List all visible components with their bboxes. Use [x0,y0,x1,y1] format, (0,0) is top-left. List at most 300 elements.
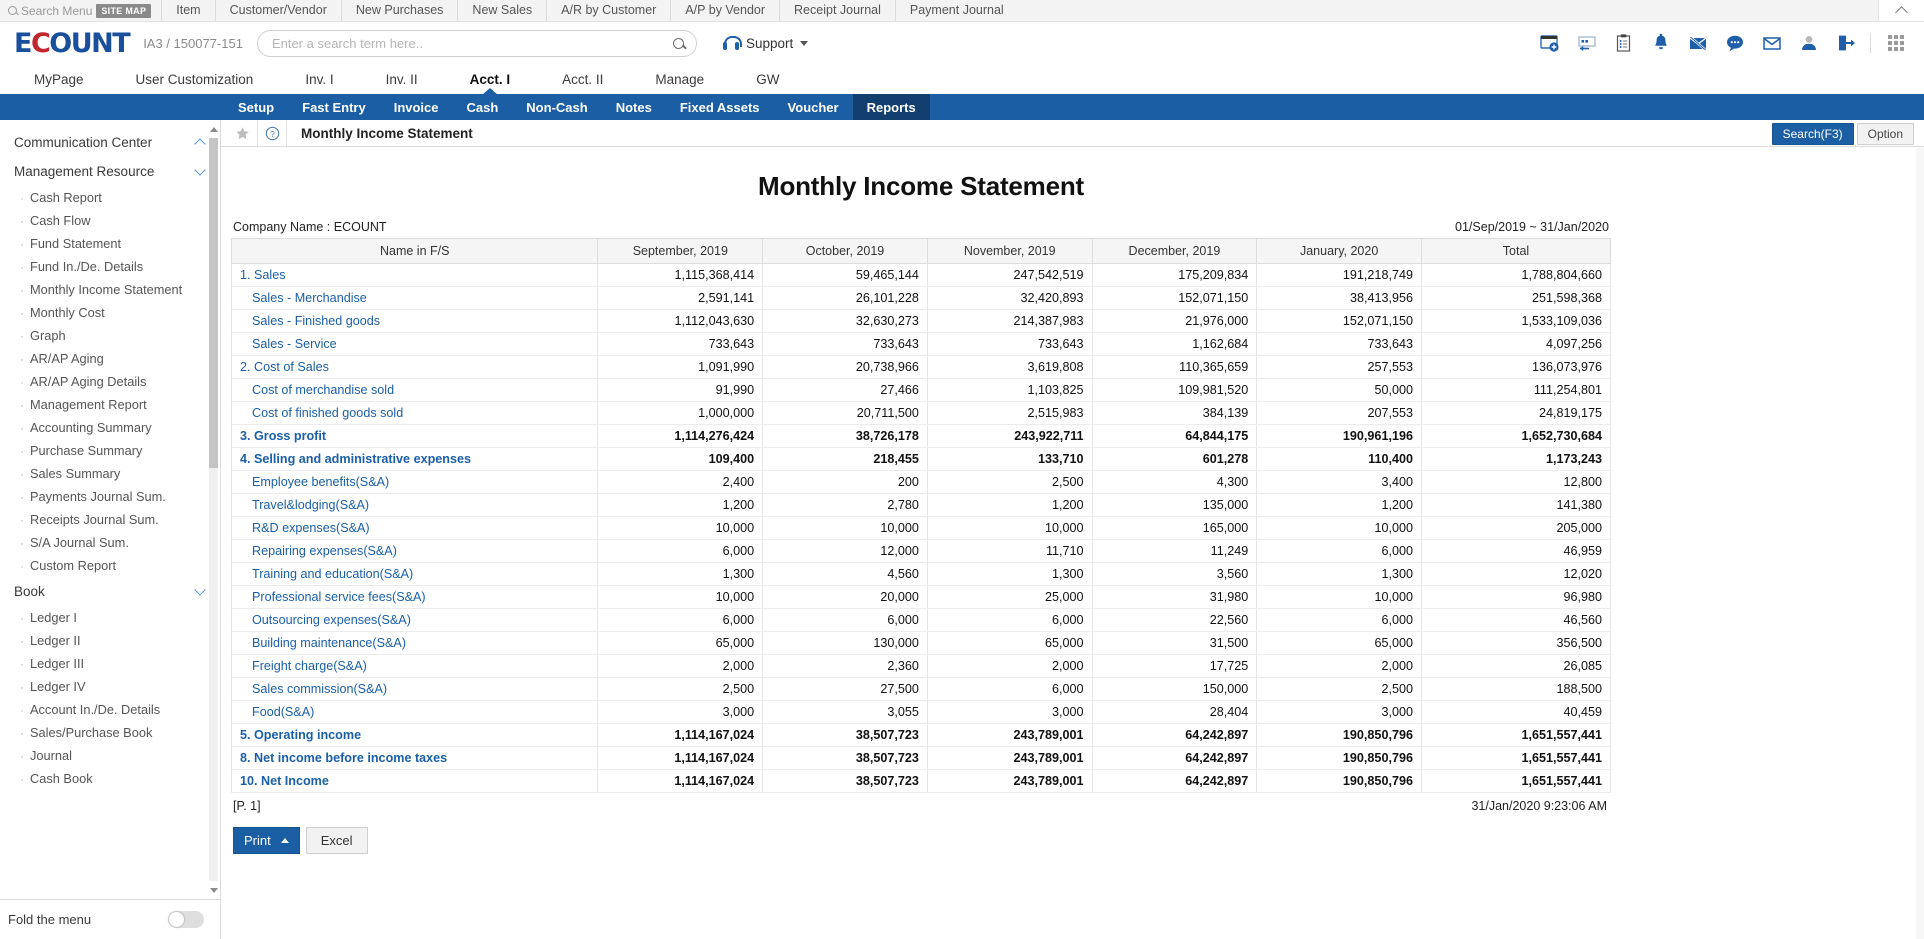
cell-value-0: 1,114,167,024 [598,770,763,793]
sidebar-item-ar-ap-aging[interactable] [0,347,220,370]
table-row[interactable] [232,724,1611,747]
fold-menu-toggle[interactable] [168,911,204,928]
report-footer [231,793,1611,813]
sub-nav-bar [0,94,1924,120]
table-row[interactable] [232,586,1611,609]
row-label[interactable]: Cost of finished goods sold [232,402,598,425]
broken-mail-icon[interactable] [1679,22,1716,64]
cell-value-0: 1,114,276,424 [598,425,763,448]
cell-value-4: 3,400 [1257,471,1422,494]
sidebar-item-graph[interactable] [0,324,220,347]
table-row[interactable] [232,770,1611,793]
cell-value-4: 10,000 [1257,586,1422,609]
cell-value-3: 22,560 [1092,609,1257,632]
cell-value-3: 1,162,684 [1092,333,1257,356]
cell-value-5: 1,173,243 [1421,448,1610,471]
favorite-star-icon[interactable] [227,126,257,141]
cell-value-0: 1,114,167,024 [598,747,763,770]
sidebar-item-label: Receipts Journal Sum. [30,511,159,527]
cell-value-0: 109,400 [598,448,763,471]
row-label[interactable]: Employee benefits(S&A) [232,471,598,494]
cell-value-4: 1,200 [1257,494,1422,517]
bell-icon[interactable] [1642,22,1679,64]
quick-link-customer-vendor[interactable]: Customer/Vendor [215,0,341,21]
row-label[interactable]: Training and education(S&A) [232,563,598,586]
table-header-row [232,239,1611,264]
chevron-down-icon [194,584,205,595]
bullet-icon: · [20,259,24,274]
sidebar-scroll-region [0,120,220,899]
sidebar-group-communication-center[interactable] [0,128,220,157]
bullet-icon: · [20,328,24,343]
cell-value-2: 3,619,808 [927,356,1092,379]
cell-value-5: 136,073,976 [1421,356,1610,379]
sidebar-item-sales-purchase-book[interactable] [0,721,220,744]
support-label: Support [745,35,794,51]
row-label[interactable]: Repairing expenses(S&A) [232,540,598,563]
cell-value-1: 20,738,966 [763,356,928,379]
subnav-invoice[interactable]: Invoice [393,99,439,115]
cell-value-5: 1,788,804,660 [1421,264,1610,287]
cell-value-3: 175,209,834 [1092,264,1257,287]
bullet-icon: · [20,374,24,389]
tab-inv-ii[interactable]: Inv. II [385,71,418,87]
bullet-icon: · [20,236,24,251]
table-row[interactable] [232,333,1611,356]
cell-value-1: 4,560 [763,563,928,586]
cell-value-4: 2,000 [1257,655,1422,678]
sidebar-item-label: Custom Report [30,557,117,573]
sidebar-item-monthly-cost[interactable] [0,301,220,324]
sidebar-item-monthly-income-statement[interactable] [0,278,220,301]
cell-value-1: 130,000 [763,632,928,655]
scroll-up-arrow[interactable] [209,124,218,134]
subnav-setup[interactable]: Setup [238,99,275,115]
row-label[interactable]: Food(S&A) [232,701,598,724]
table-row[interactable] [232,356,1611,379]
sidebar-item-sales-summary[interactable] [0,462,220,485]
sidebar-item-label: Ledger IV [30,678,86,694]
help-icon[interactable] [257,120,287,146]
column-header-2: October, 2019 [763,239,928,264]
cell-value-2: 25,000 [927,586,1092,609]
row-label[interactable]: 2. Cost of Sales [232,356,598,379]
sidebar-item-label: S/A Journal Sum. [30,534,129,550]
cell-value-1: 218,455 [763,448,928,471]
cell-value-5: 46,959 [1421,540,1610,563]
bullet-icon: · [20,558,24,573]
row-label[interactable]: Sales commission(S&A) [232,678,598,701]
sidebar-item-label: Monthly Cost [30,304,105,320]
cell-value-3: 31,500 [1092,632,1257,655]
cell-value-2: 733,643 [927,333,1092,356]
bullet-icon: · [20,420,24,435]
cell-value-2: 1,103,825 [927,379,1092,402]
cell-value-3: 17,725 [1092,655,1257,678]
divider [1870,33,1871,53]
cell-value-3: 384,139 [1092,402,1257,425]
cell-value-2: 243,789,001 [927,770,1092,793]
tab-inv-i[interactable]: Inv. I [305,71,334,87]
report-document [231,171,1611,854]
cell-value-3: 601,278 [1092,448,1257,471]
cell-value-2: 243,789,001 [927,747,1092,770]
cell-value-1: 27,500 [763,678,928,701]
table-row[interactable] [232,678,1611,701]
cell-value-1: 6,000 [763,609,928,632]
cell-value-0: 10,000 [598,517,763,540]
subnav-voucher[interactable]: Voucher [787,99,839,115]
fold-menu-row[interactable] [0,899,220,939]
scrollbar-thumb[interactable] [209,138,218,468]
sidebar-item-label: Payments Journal Sum. [30,488,166,504]
cell-value-1: 59,465,144 [763,264,928,287]
sidebar-group-label: Communication Center [14,135,153,150]
user-icon[interactable] [1790,22,1827,64]
table-row[interactable] [232,747,1611,770]
cell-value-5: 205,000 [1421,517,1610,540]
column-header-1: September, 2019 [598,239,763,264]
sidebar-item-ar-ap-aging-details[interactable] [0,370,220,393]
page-label: [P. 1] [233,799,261,813]
cell-value-5: 251,598,368 [1421,287,1610,310]
chevron-up-icon [1895,6,1908,19]
row-label[interactable]: 3. Gross profit [232,425,598,448]
quick-link-new-sales[interactable]: New Sales [457,0,546,21]
row-label[interactable]: Professional service fees(S&A) [232,586,598,609]
sidebar [0,120,221,939]
global-search[interactable] [257,30,697,57]
tab-mypage[interactable]: MyPage [34,71,84,87]
table-row[interactable] [232,448,1611,471]
cell-value-4: 152,071,150 [1257,310,1422,333]
income-statement-table [231,238,1611,793]
table-row[interactable] [232,425,1611,448]
sidebar-item-label: Management Report [30,396,147,412]
back-arrow-icon[interactable] [1568,22,1605,64]
cell-value-4: 110,400 [1257,448,1422,471]
cell-value-5: 1,651,557,441 [1421,770,1610,793]
table-row[interactable] [232,287,1611,310]
cell-value-1: 20,000 [763,586,928,609]
cell-value-3: 11,249 [1092,540,1257,563]
bullet-icon: · [20,512,24,527]
row-label[interactable]: Outsourcing expenses(S&A) [232,609,598,632]
print-label: Print [244,833,271,848]
sidebar-item-cash-report[interactable] [0,186,220,209]
sidebar-item-ledger-i[interactable] [0,606,220,629]
bullet-icon: · [20,610,24,625]
sidebar-scrollbar[interactable] [209,124,218,895]
cell-value-0: 6,000 [598,540,763,563]
cell-value-0: 91,990 [598,379,763,402]
cell-value-1: 26,101,228 [763,287,928,310]
search-button[interactable]: Search(F3) [1772,123,1854,145]
cell-value-3: 31,980 [1092,586,1257,609]
subnav-reports[interactable]: Reports [853,94,930,120]
cell-value-3: 152,071,150 [1092,287,1257,310]
subnav-notes[interactable]: Notes [615,99,652,115]
cell-value-2: 1,300 [927,563,1092,586]
sidebar-item-label: Sales/Purchase Book [30,724,153,740]
sidebar-item-account-in-de-details[interactable] [0,698,220,721]
sidebar-item-ledger-ii[interactable] [0,629,220,652]
column-header-6: Total [1421,239,1610,264]
row-label[interactable]: 1. Sales [232,264,598,287]
sidebar-item-receipts-journal-sum[interactable] [0,508,220,531]
quick-link-a-r-by-customer[interactable]: A/R by Customer [546,0,670,21]
cell-value-5: 4,097,256 [1421,333,1610,356]
column-header-5: January, 2020 [1257,239,1422,264]
quick-link-payment-journal[interactable]: Payment Journal [895,0,1018,21]
mail-icon[interactable] [1753,22,1790,64]
logout-icon[interactable] [1827,22,1864,64]
table-row[interactable] [232,494,1611,517]
cell-value-2: 32,420,893 [927,287,1092,310]
cell-value-3: 4,300 [1092,471,1257,494]
chevron-down-icon [800,41,808,46]
sidebar-item-cash-flow[interactable] [0,209,220,232]
cell-value-1: 733,643 [763,333,928,356]
bullet-icon: · [20,282,24,297]
quick-link-receipt-journal[interactable]: Receipt Journal [779,0,895,21]
table-row[interactable] [232,402,1611,425]
sidebar-item-fund-in-de-details[interactable] [0,255,220,278]
option-button[interactable]: Option [1857,123,1914,145]
search-icon [8,6,17,15]
collapse-header-button[interactable] [1878,0,1924,21]
cell-value-0: 10,000 [598,586,763,609]
search-menu-button[interactable] [0,4,161,18]
row-label[interactable]: 5. Operating income [232,724,598,747]
cell-value-4: 257,553 [1257,356,1422,379]
table-row[interactable] [232,471,1611,494]
table-row[interactable] [232,540,1611,563]
sidebar-item-label: Ledger I [30,609,77,625]
cell-value-3: 3,560 [1092,563,1257,586]
cell-value-3: 64,242,897 [1092,747,1257,770]
bullet-icon: · [20,213,24,228]
bullet-icon: · [20,489,24,504]
sidebar-item-ledger-iv[interactable] [0,675,220,698]
bullet-icon: · [20,748,24,763]
cell-value-4: 50,000 [1257,379,1422,402]
cell-value-1: 38,507,723 [763,724,928,747]
cell-value-4: 6,000 [1257,540,1422,563]
cell-value-4: 3,000 [1257,701,1422,724]
cell-value-2: 214,387,983 [927,310,1092,333]
subnav-non-cash[interactable]: Non-Cash [526,99,588,115]
cell-value-2: 2,000 [927,655,1092,678]
quick-link-new-purchases[interactable]: New Purchases [341,0,458,21]
quick-link-a-p-by-vendor[interactable]: A/P by Vendor [670,0,779,21]
cell-value-1: 38,507,723 [763,747,928,770]
cell-value-0: 6,000 [598,609,763,632]
company-id-label: IA3 / 150077-151 [143,35,243,51]
sidebar-item-journal[interactable] [0,744,220,767]
sidebar-item-label: Ledger II [30,632,81,648]
cell-value-5: 141,380 [1421,494,1610,517]
sidebar-item-purchase-summary[interactable] [0,439,220,462]
content-toolbar [221,120,1924,147]
sidebar-group-management-resource[interactable] [0,157,220,186]
sidebar-item-label: Cash Report [30,189,102,205]
content-scrollbar[interactable] [1916,147,1924,939]
sidebar-group-book[interactable] [0,577,220,606]
cell-value-2: 243,922,711 [927,425,1092,448]
cell-value-1: 10,000 [763,517,928,540]
row-label[interactable]: Travel&lodging(S&A) [232,494,598,517]
tab-manage[interactable]: Manage [655,71,705,87]
body [0,120,1924,939]
sidebar-item-management-report[interactable] [0,393,220,416]
report-actions [231,813,1611,854]
search-icon[interactable] [673,38,684,49]
cell-value-3: 165,000 [1092,517,1257,540]
report-title: Monthly Income Statement [757,171,1084,201]
sidebar-item-cash-book[interactable] [0,767,220,790]
sidebar-item-s-a-journal-sum[interactable] [0,531,220,554]
cell-value-4: 190,850,796 [1257,724,1422,747]
table-row[interactable] [232,655,1611,678]
cell-value-1: 20,711,500 [763,402,928,425]
app-grid-icon[interactable] [1877,22,1914,64]
cell-value-4: 190,850,796 [1257,747,1422,770]
cell-value-3: 64,242,897 [1092,724,1257,747]
search-input[interactable] [270,35,673,52]
bullet-icon: · [20,351,24,366]
bullet-icon: · [20,190,24,205]
bullet-icon: · [20,679,24,694]
cell-value-5: 96,980 [1421,586,1610,609]
cell-value-2: 3,000 [927,701,1092,724]
quick-link-item[interactable]: Item [161,0,214,21]
subnav-fixed-assets[interactable]: Fixed Assets [679,99,760,115]
new-window-icon[interactable] [1531,22,1568,64]
cell-value-0: 1,000,000 [598,402,763,425]
cell-value-0: 1,112,043,630 [598,310,763,333]
table-row[interactable] [232,563,1611,586]
sidebar-item-label: Journal [30,747,72,763]
sidebar-item-custom-report[interactable] [0,554,220,577]
column-header-4: December, 2019 [1092,239,1257,264]
subnav-fast-entry[interactable]: Fast Entry [302,99,366,115]
row-label[interactable]: 10. Net Income [232,770,598,793]
cell-value-3: 64,844,175 [1092,425,1257,448]
tab-user-customization[interactable]: User Customization [135,71,254,87]
row-label[interactable]: Sales - Service [232,333,598,356]
cell-value-0: 2,000 [598,655,763,678]
sidebar-item-ledger-iii[interactable] [0,652,220,675]
bullet-icon: · [20,443,24,458]
support-menu[interactable] [723,36,808,51]
cell-value-5: 24,819,175 [1421,402,1610,425]
cell-value-5: 111,254,801 [1421,379,1610,402]
header-icon-bar [1531,22,1914,64]
sidebar-item-label: Fund In./De. Details [30,258,144,274]
excel-button[interactable]: Excel [306,827,368,854]
print-button[interactable] [233,827,300,854]
bullet-icon: · [20,535,24,550]
table-row[interactable] [232,701,1611,724]
report-scroll-area [221,147,1924,939]
cell-value-2: 247,542,519 [927,264,1092,287]
row-label[interactable]: 8. Net income before income taxes [232,747,598,770]
cell-value-0: 1,300 [598,563,763,586]
row-label[interactable]: Freight charge(S&A) [232,655,598,678]
sidebar-item-label: Sales Summary [30,465,121,481]
scroll-down-arrow[interactable] [209,885,218,895]
chat-bubble-icon[interactable] [1716,22,1753,64]
table-row[interactable] [232,632,1611,655]
row-label[interactable]: Cost of merchandise sold [232,379,598,402]
cell-value-2: 65,000 [927,632,1092,655]
bullet-icon: · [20,656,24,671]
printed-timestamp: 31/Jan/2020 9:23:06 AM [1471,799,1607,813]
clipboard-icon[interactable] [1605,22,1642,64]
row-label[interactable]: R&D expenses(S&A) [232,517,598,540]
table-row[interactable] [232,517,1611,540]
row-label[interactable]: Sales - Merchandise [232,287,598,310]
sidebar-item-fund-statement[interactable] [0,232,220,255]
bullet-icon: · [20,633,24,648]
table-row[interactable] [232,264,1611,287]
table-row[interactable] [232,609,1611,632]
cell-value-4: 733,643 [1257,333,1422,356]
cell-value-0: 733,643 [598,333,763,356]
cell-value-5: 356,500 [1421,632,1610,655]
cell-value-1: 200 [763,471,928,494]
column-header-3: November, 2019 [927,239,1092,264]
subnav-cash[interactable]: Cash [466,99,499,115]
cell-value-2: 11,710 [927,540,1092,563]
table-row[interactable] [232,310,1611,333]
cell-value-5: 12,800 [1421,471,1610,494]
sidebar-item-payments-journal-sum[interactable] [0,485,220,508]
cell-value-2: 243,789,001 [927,724,1092,747]
cell-value-2: 2,500 [927,471,1092,494]
toolbar-buttons [1772,123,1914,145]
sidebar-item-label: Ledger III [30,655,85,671]
sitemap-badge[interactable]: SITE MAP [96,4,151,18]
row-label[interactable]: 4. Selling and administrative expenses [232,448,598,471]
page-title: Monthly Income Statement [301,125,473,141]
cell-value-0: 2,500 [598,678,763,701]
app-header [0,22,1924,64]
sidebar-group-label: Book [14,584,45,599]
main-tab-bar [0,64,1924,94]
cell-value-1: 32,630,273 [763,310,928,333]
tab-acct-i[interactable]: Acct. I [444,64,537,94]
cell-value-1: 38,726,178 [763,425,928,448]
sidebar-item-label: Cash Book [30,770,93,786]
headset-icon [723,36,739,50]
tab-gw[interactable]: GW [756,71,780,87]
row-label[interactable]: Sales - Finished goods [232,310,598,333]
chevron-up-icon[interactable] [281,838,289,843]
table-row[interactable] [232,379,1611,402]
sidebar-item-accounting-summary[interactable] [0,416,220,439]
company-name-label: Company Name : ECOUNT [233,220,387,234]
row-label[interactable]: Building maintenance(S&A) [232,632,598,655]
ecount-logo[interactable]: E C OUNT [14,27,130,59]
cell-value-4: 65,000 [1257,632,1422,655]
cell-value-1: 27,466 [763,379,928,402]
cell-value-2: 133,710 [927,448,1092,471]
tab-acct-ii[interactable]: Acct. II [562,71,604,87]
cell-value-5: 12,020 [1421,563,1610,586]
cell-value-4: 207,553 [1257,402,1422,425]
